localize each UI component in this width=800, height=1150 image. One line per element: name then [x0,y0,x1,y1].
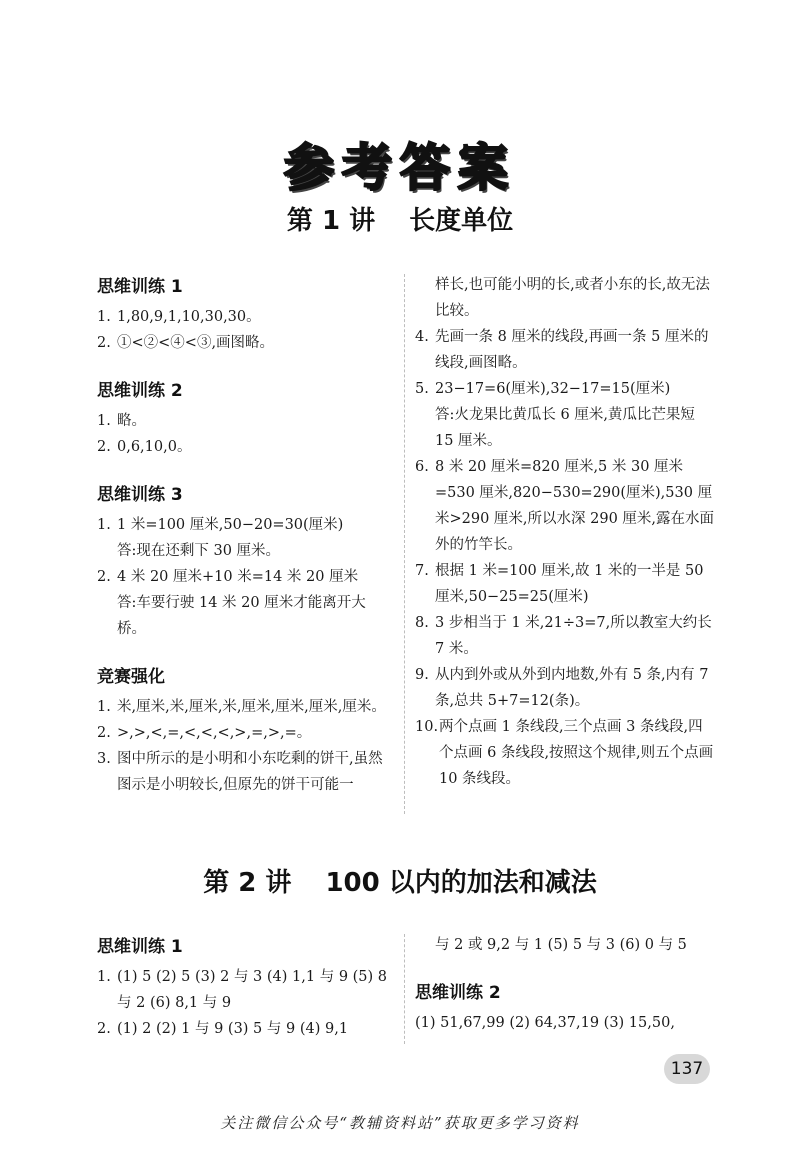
item-text: (1) 5 (2) 5 (3) 2 与 3 (4) 1,1 与 9 (5) 8 与 2 (6) 8,1 与 9 [117,969,388,1011]
answer-item [97,964,392,1016]
answer-item [97,564,392,590]
item-number: 2. [97,439,111,455]
column-divider [404,274,405,814]
section-title: 思维训练 2 [97,381,183,401]
answer-item [97,408,392,434]
column-divider [404,934,405,1044]
item-continuation: 样长,也可能小明的长,或者小东的长,故无法比较。 [435,277,710,319]
item-answer: 答:车要行驶 14 米 20 厘米才能离开大桥。 [117,595,366,637]
item-text: 3 步相当于 1 米,21÷3=7,所以教室大约长 7 米。 [435,615,712,657]
answer-item [97,746,392,798]
answer-item [97,330,392,356]
answer-item [415,376,715,402]
item-number: 10. [415,719,439,735]
item-text: (1) 2 (2) 1 与 9 (3) 5 与 9 (4) 9,1 [117,1021,349,1037]
item-text: 1 米=100 厘米,50−20=30(厘米) [117,517,344,533]
lesson-1-right-column [415,272,715,792]
item-text: 0,6,10,0。 [117,439,192,455]
item-number: 8. [415,615,429,631]
section-thinking-2 [97,378,392,460]
item-number: 2. [97,725,111,741]
item-text: >,>,<,=,<,<,<,>,=,>,=。 [117,725,312,741]
answer-item [415,610,715,662]
answer-item [415,714,715,792]
answer-item [97,720,392,746]
lesson-2-title [0,862,800,899]
item-number: 5. [415,381,429,397]
answer-item [97,1016,392,1042]
item-text: 根据 1 米=100 厘米,故 1 米的一半是 50 厘米,50−25=25(厘米) [435,563,704,605]
answer-item [97,512,392,538]
item-answer: 答:火龙果比黄瓜长 6 厘米,黄瓜比芒果短 15 厘米。 [435,407,695,449]
item-text: 从内到外或从外到内地数,外有 5 条,内有 7 条,总共 5+7=12(条)。 [435,667,709,709]
answer-item [415,662,715,714]
item-number: 1. [97,309,111,325]
item-number: 6. [415,459,429,475]
answer-item [97,304,392,330]
item-text: 23−17=6(厘米),32−17=15(厘米) [435,381,671,397]
item-number: 2. [97,1021,111,1037]
answer-line: (1) 51,67,99 (2) 64,37,19 (3) 15,50, [415,1015,675,1031]
item-text: 4 米 20 厘米+10 米=14 米 20 厘米 [117,569,359,585]
lesson-1-title [0,200,800,237]
section-thinking-1 [97,274,392,356]
lesson-1-left-column [97,274,392,820]
footer-watermark: 关注微信公众号“教辅资料站”获取更多学习资料 [220,1114,580,1132]
section-title: 思维训练 3 [97,485,183,505]
item-text: 先画一条 8 厘米的线段,再画一条 5 厘米的线段,画图略。 [435,329,709,371]
item-number: 4. [415,329,429,345]
section-title: 思维训练 1 [97,277,183,297]
item-text: 略。 [117,413,146,429]
section-thinking-3 [97,482,392,642]
item-number: 2. [97,335,111,351]
item-answer: 答:现在还剩下 30 厘米。 [117,543,281,559]
page-number: 137 [664,1054,710,1084]
item-text: 米,厘米,米,厘米,米,厘米,厘米,厘米,厘米。 [117,699,386,715]
item-number: 9. [415,667,429,683]
section-competition [97,664,392,798]
lesson-1-name: 长度单位 [409,206,514,236]
item-number: 1. [97,969,111,985]
answer-item [415,558,715,610]
section-title: 思维训练 2 [415,983,501,1003]
lesson-2-name: 100 以内的加法和减法 [325,868,597,898]
item-text: ①<②<④<③,画图略。 [117,335,275,351]
item-number: 3. [97,751,111,767]
lesson-2-number: 第 2 讲 [203,868,292,898]
item-number: 1. [97,699,111,715]
lesson-2-left-column [97,934,392,1042]
item-text: 8 米 20 厘米=820 厘米,5 米 30 厘米=530 厘米,820−530=290(厘米),530 厘米>290 厘米,所以水深 290 厘米,露在水面外的竹竿长。 [435,459,715,553]
lesson-1-number: 第 1 讲 [286,206,376,236]
item-text: 1,80,9,1,10,30,30。 [117,309,261,325]
section-title: 竞赛强化 [97,667,165,687]
item-text: 图中所示的是小明和小东吃剩的饼干,虽然图示是小明较长,但原先的饼干可能一 [117,751,383,793]
answer-item [97,694,392,720]
main-title: 参考答案 [284,139,516,197]
item-number: 2. [97,569,111,585]
answer-item [97,434,392,460]
answer-item [415,324,715,376]
item-number: 7. [415,563,429,579]
answer-item [415,454,715,558]
item-text: 两个点画 1 条线段,三个点画 3 条线段,四个点画 6 条线段,按照这个规律,则五个点画 10 条线段。 [439,719,714,787]
item-continuation: 与 2 或 9,2 与 1 (5) 5 与 3 (6) 0 与 5 [435,937,687,953]
item-number: 1. [97,413,111,429]
item-number: 1. [97,517,111,533]
section-title: 思维训练 1 [97,937,183,957]
lesson-2-right-column [415,932,715,1036]
